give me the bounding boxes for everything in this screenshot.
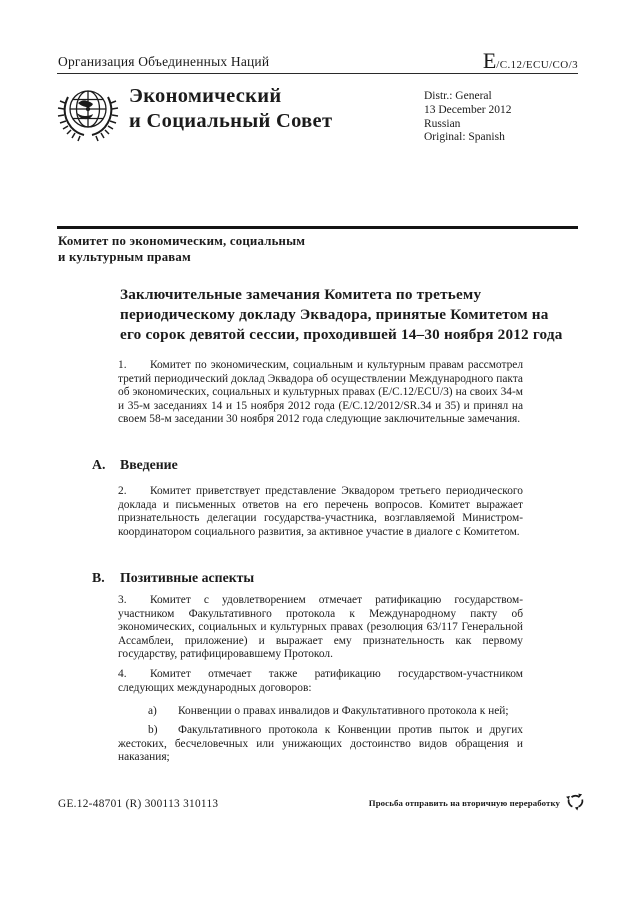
council-title-line1: Экономический <box>129 85 282 107</box>
paragraph-2-text: Комитет приветствует представление Эквадором третьего периодического доклада и письменных ответов на его перечень вопросов. Комитет выражает признательность делегации государства-участника, возглавляемой Министром-координатором социального развития, за активное участие в диалоге с Комитетом. <box>118 485 523 538</box>
document-symbol-number: /C.12/ECU/CO/3 <box>496 59 578 71</box>
paragraph-4 <box>118 668 523 695</box>
committee-heading <box>58 233 305 265</box>
committee-heading-line2: и культурным правам <box>58 250 191 264</box>
document-title: Заключительные замечания Комитета по третьему периодическому докладу Эквадора, принятые Комитетом на его сорок девятой сессии, проходившей 14–30 ноября 2012 года <box>120 286 563 343</box>
distr-language: Russian <box>424 117 461 130</box>
paragraph-3-number: 3. <box>118 594 127 606</box>
section-b-title: Позитивные аспекты <box>120 570 255 585</box>
recycle-notice-text: Просьба отправить на вторичную переработку <box>368 798 560 808</box>
list-item-a-text: Конвенции о правах инвалидов и Факультативного протокола к ней; <box>178 705 509 717</box>
distr-date: 13 December 2012 <box>424 103 512 116</box>
document-reference-footer: GE.12-48701 (R) 300113 310113 <box>58 798 219 810</box>
document-symbol-series: E <box>482 48 497 73</box>
un-emblem-icon <box>56 83 120 164</box>
paragraph-4-text: Комитет отмечает также ратификацию государством-участником следующих международных договоров: <box>118 668 523 694</box>
paragraph-1-text: Комитет по экономическим, социальным и культурным правам рассмотрел третий периодический доклад Эквадора об осуществлении Международного пакта об экономических, социальных и культурных правах (E/C.12/ECU/3) на своих 34-м и 35-м заседаниях 14 и 15 ноября 2012 года (E/C.12/2012/SR.34 и 35) и принял на своем 58-м заседании 30 ноября 2012 года следующие заключительные замечания. <box>118 359 523 425</box>
header-divider <box>57 73 578 74</box>
un-org-name: Организация Объединенных Наций <box>58 54 270 69</box>
paragraph-4-number: 4. <box>118 668 127 680</box>
section-a-letter: A. <box>92 457 106 472</box>
paragraph-3-text: Комитет с удовлетворением отмечает ратификацию государством-участником Факультативного протокола к Международному пакту об экономических, социальных и культурных правах (резолюция 63/117 Генеральной Ассамблеи, приложение) и выражает ему признательность как первому государству, ратифицировавшему Протокол. <box>118 594 523 660</box>
distribution-block <box>424 90 512 145</box>
list-item-a <box>118 705 523 719</box>
paragraph-1-number: 1. <box>118 359 127 371</box>
section-a-title: Введение <box>120 457 178 472</box>
list-item-a-marker: а) <box>148 705 157 717</box>
paragraph-2-number: 2. <box>118 485 127 497</box>
list-item-b-text: Факультативного протокола к Конвенции против пыток и других жестоких, бесчеловечных или унижающих достоинство видов обращения и наказания; <box>118 724 523 763</box>
list-item-b <box>118 724 523 765</box>
section-b-letter: B. <box>92 570 105 585</box>
recycle-notice <box>369 789 588 817</box>
paragraph-2 <box>118 485 523 539</box>
distr-line: Distr.: General <box>424 90 492 102</box>
section-divider <box>57 226 578 229</box>
paragraph-3 <box>118 594 523 662</box>
list-item-b-marker: b) <box>148 724 158 736</box>
paragraph-1 <box>118 359 523 427</box>
recycle-icon <box>563 789 588 817</box>
section-b-heading <box>92 570 254 586</box>
section-a-heading <box>92 457 178 473</box>
distr-original: Original: Spanish <box>424 131 505 144</box>
council-title-line2: и Социальный Совет <box>129 110 333 132</box>
council-title <box>129 84 332 134</box>
committee-heading-line1: Комитет по экономическим, социальным <box>58 234 306 248</box>
document-symbol <box>483 50 578 73</box>
